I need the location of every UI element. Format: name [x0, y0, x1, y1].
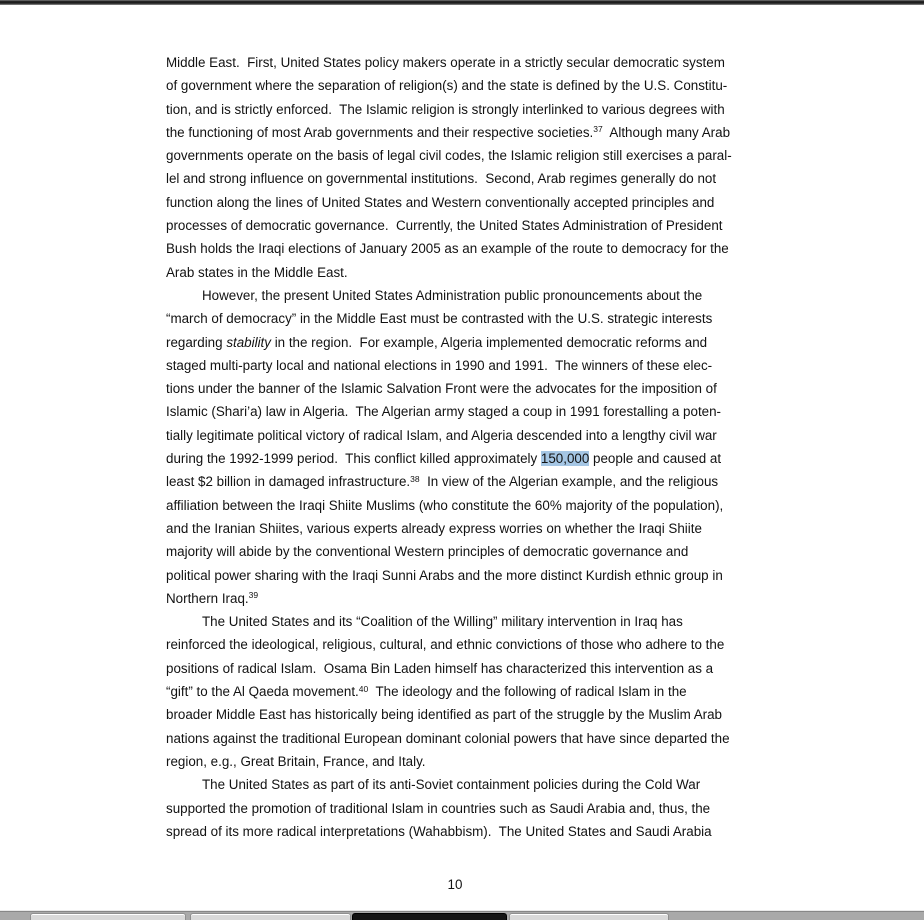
paragraph [166, 284, 766, 610]
text-line [166, 237, 766, 260]
body-text: broader Middle East has historically being identified as part of the struggle by the Muslim Arab [166, 707, 723, 723]
text-line [166, 587, 766, 610]
page-number: 10 [447, 877, 463, 892]
text-line [166, 797, 766, 820]
body-text: However, the present United States Administration public pronouncements about the [202, 287, 703, 303]
text-line [166, 727, 766, 750]
body-text: during the 1992-1999 period. This conflict killed approximately [166, 451, 541, 467]
text-line [166, 214, 766, 237]
body-text: The ideology and the following of radical Islam in the [368, 684, 687, 700]
body-text: of government where the separation of religion(s) and the state is defined by the U.S. Constitu- [166, 78, 728, 94]
text-line [166, 447, 766, 470]
text-line [166, 470, 766, 493]
text-line [166, 261, 766, 284]
text-line [166, 564, 766, 587]
body-text: political power sharing with the Iraqi Sunni Arabs and the more distinct Kurdish ethnic group in [166, 567, 723, 583]
text-line [166, 610, 766, 633]
body-text: people and caused at [589, 451, 722, 467]
body-text: least $2 billion in damaged infrastructure. [166, 474, 411, 490]
text-line [166, 331, 766, 354]
taskbar-button[interactable] [509, 913, 669, 920]
text-line [166, 284, 766, 307]
taskbar-button[interactable] [30, 913, 186, 920]
text-line [166, 98, 766, 121]
body-text: nations against the traditional European dominant colonial powers that have since departed the [166, 730, 730, 746]
body-text: In view of the Algerian example, and the religious [419, 474, 719, 490]
text-line [166, 191, 766, 214]
text-line [166, 400, 766, 423]
selection-highlight: 150,000 [540, 451, 590, 467]
body-text: Islamic (Shari’a) law in Algeria. The Algerian army staged a coup in 1991 forestalling a poten- [166, 404, 722, 420]
footnote-reference: 38 [410, 473, 420, 484]
taskbar [0, 910, 924, 920]
body-text: function along the lines of United States and Western conventionally accepted principles and [166, 194, 715, 210]
footnote-reference: 39 [248, 590, 259, 601]
footnote-reference: 37 [593, 124, 603, 135]
taskbar-button-active[interactable] [352, 913, 507, 920]
footnote-reference: 40 [358, 683, 369, 694]
taskbar-button[interactable] [190, 913, 351, 920]
text-line [166, 773, 766, 796]
body-text: lel and strong influence on governmental institutions. Second, Arab regimes generally do not [166, 171, 717, 187]
paragraph [166, 773, 766, 843]
text-line [166, 820, 766, 843]
text-line [166, 517, 766, 540]
body-text: “gift” to the Al Qaeda movement. [166, 684, 359, 700]
body-text: Middle East. First, United States policy makers operate in a strictly secular democratic system [166, 55, 725, 70]
body-text: “march of democracy” in the Middle East must be contrasted with the U.S. strategic interests [166, 311, 713, 327]
body-text: spread of its more radical interpretations (Wahabbism). The United States and Saudi Arabia [166, 823, 712, 839]
body-text: Although many Arab [602, 124, 731, 140]
window-top-edge [0, 0, 924, 5]
body-text: Arab states in the Middle East. [166, 264, 348, 280]
text-line [166, 680, 766, 703]
paragraph [166, 610, 766, 773]
document-page-text [166, 51, 766, 843]
body-text: region, e.g., Great Britain, France, and Italy. [166, 753, 426, 769]
body-text: the functioning of most Arab governments and their respective societies. [166, 124, 594, 140]
body-text: governments operate on the basis of legal civil codes, the Islamic religion still exercises a paral- [166, 148, 732, 164]
body-text: Northern Iraq. [166, 590, 249, 606]
text-line [166, 750, 766, 773]
text-line [166, 424, 766, 447]
text-line [166, 354, 766, 377]
body-text: and the Iranian Shiites, various experts already express worries on whether the Iraqi Shiite [166, 520, 702, 536]
text-line [166, 74, 766, 97]
body-text: reinforced the ideological, religious, cultural, and ethnic convictions of those who adhere to the [166, 637, 725, 653]
body-text: supported the promotion of traditional Islam in countries such as Saudi Arabia and, thus, the [166, 800, 711, 816]
text-line [166, 307, 766, 330]
text-line [166, 657, 766, 680]
body-text: Bush holds the Iraqi elections of January 2005 as an example of the route to democracy for the [166, 241, 729, 257]
text-line [166, 494, 766, 517]
text-line [166, 144, 766, 167]
paragraph [166, 51, 766, 284]
body-text: affiliation between the Iraqi Shiite Muslims (who constitute the 60% majority of the population), [166, 497, 724, 513]
italic-text: stability [226, 334, 271, 350]
text-line [166, 377, 766, 400]
body-text: tially legitimate political victory of radical Islam, and Algeria descended into a lengthy civil war [166, 427, 717, 443]
body-text: The United States as part of its anti-Soviet containment policies during the Cold War [202, 777, 701, 793]
text-line [166, 121, 766, 144]
text-line [166, 540, 766, 563]
body-text: in the region. For example, Algeria implemented democratic reforms and [270, 334, 708, 350]
body-text: regarding [166, 334, 227, 350]
text-line [166, 51, 766, 74]
body-text: positions of radical Islam. Osama Bin Laden himself has characterized this intervention as a [166, 660, 714, 676]
body-text: staged multi-party local and national elections in 1990 and 1991. The winners of these elec- [166, 357, 713, 373]
text-line [166, 703, 766, 726]
text-line [166, 167, 766, 190]
body-text: The United States and its “Coalition of the Willing” military intervention in Iraq has [202, 614, 683, 630]
text-line [166, 633, 766, 656]
body-text: majority will abide by the conventional Western principles of democratic governance and [166, 544, 689, 560]
body-text: tions under the banner of the Islamic Salvation Front were the advocates for the imposition of [166, 381, 717, 397]
body-text: tion, and is strictly enforced. The Islamic religion is strongly interlinked to various degrees with [166, 101, 725, 117]
body-text: processes of democratic governance. Currently, the United States Administration of President [166, 218, 723, 234]
